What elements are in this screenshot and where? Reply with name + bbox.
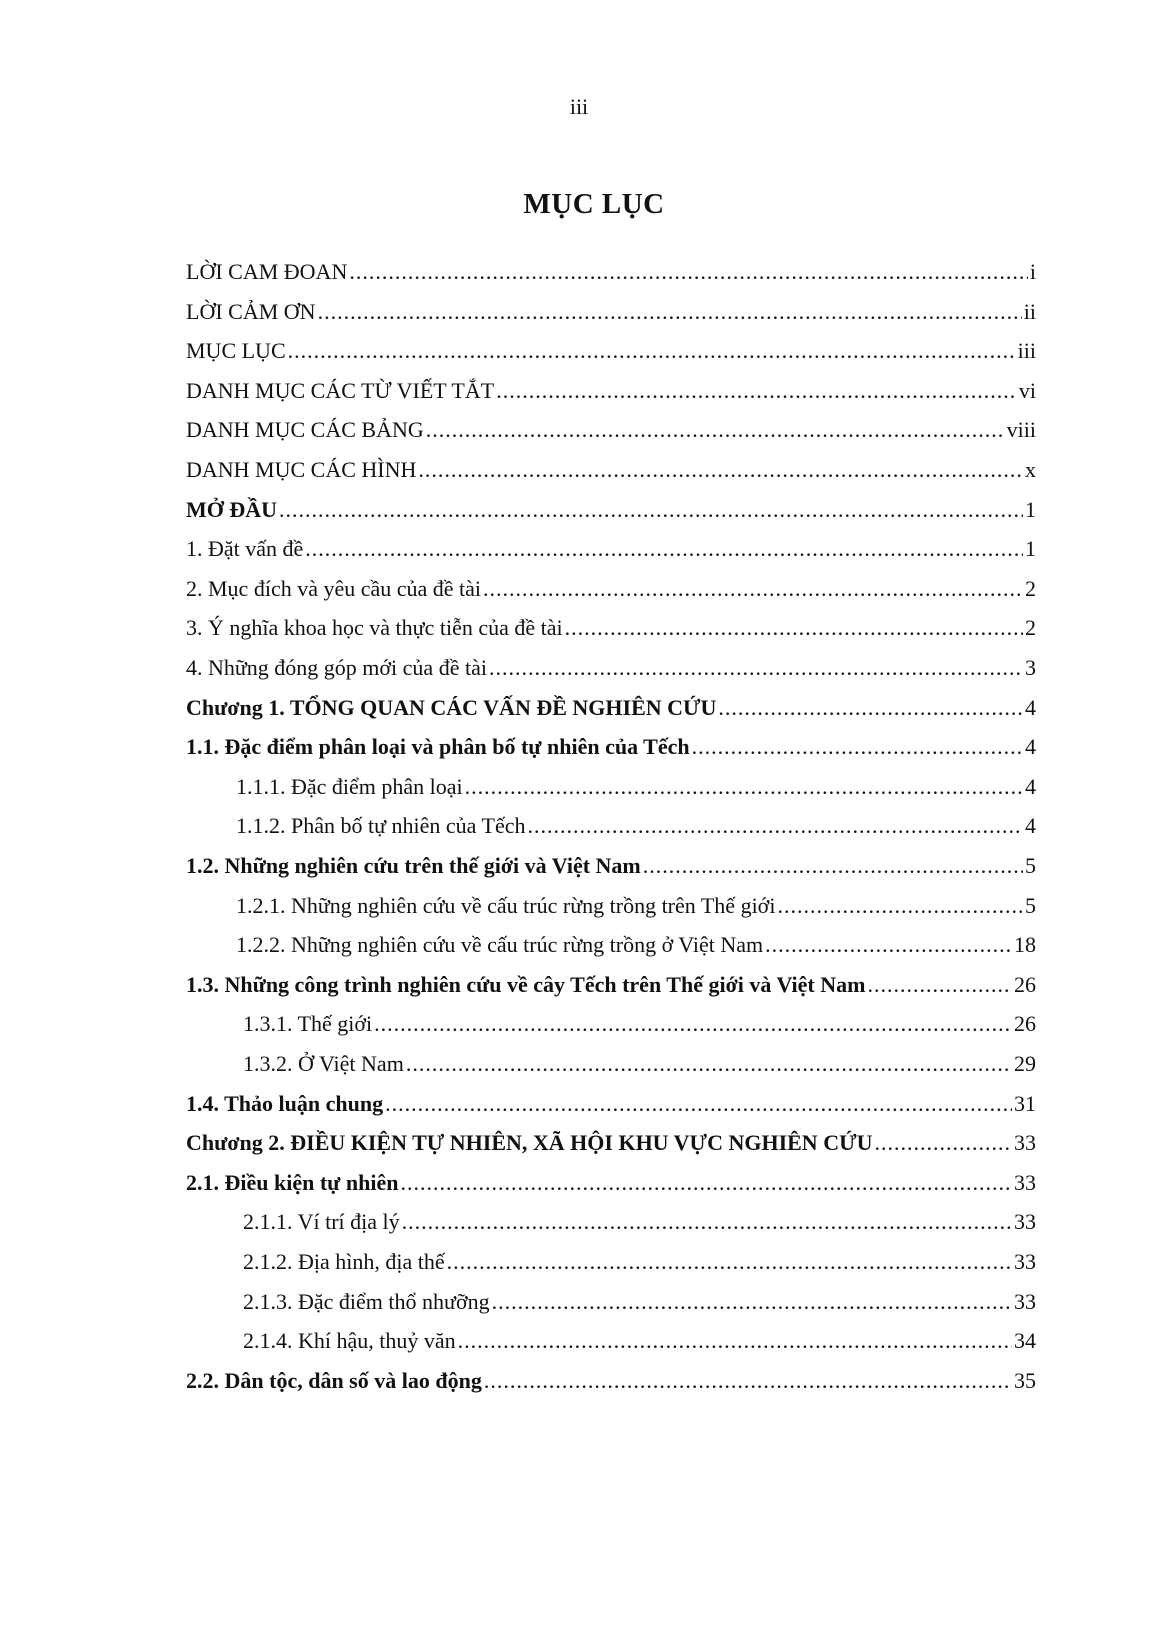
toc-entry-page-number: 4 [1025, 773, 1036, 799]
toc-entry[interactable] [186, 1163, 1036, 1203]
toc-dot-leader [528, 806, 1023, 846]
toc-dot-leader [565, 608, 1023, 648]
toc-entry-page-number: 2 [1025, 615, 1036, 641]
toc-entry-page-number: 29 [1014, 1051, 1036, 1076]
toc-dot-leader [496, 371, 1017, 411]
toc-entry-label: 4. Những đóng góp mới của đề tài [186, 655, 487, 680]
toc-entry[interactable] [236, 925, 1036, 965]
toc-entry-label: 2.1.1. Ví trí địa lý [243, 1209, 400, 1235]
toc-entry[interactable] [186, 331, 1036, 371]
toc-dot-leader [643, 846, 1023, 886]
toc-dot-leader [402, 1202, 1012, 1242]
toc-entry[interactable] [186, 648, 1036, 688]
toc-entry-label: 1.2.2. Những nghiên cứu về cấu trúc rừng trồng ở Việt Nam [236, 932, 764, 958]
toc-entry-page-number: x [1025, 457, 1036, 482]
toc-dot-leader [718, 688, 1023, 728]
toc-entry-label: 2.1.4. Khí hậu, thuỷ văn [243, 1328, 456, 1354]
toc-entry-label: Chương 1. TỔNG QUAN CÁC VẤN ĐỀ NGHIÊN CỨU [186, 694, 717, 720]
toc-entry[interactable] [186, 450, 1036, 490]
toc-dot-leader [777, 886, 1023, 926]
toc-entry[interactable] [186, 727, 1036, 767]
page-number: iii [569, 94, 589, 119]
toc-entry-label: LỜI CẢM ƠN [186, 298, 316, 324]
toc-entry-label: 1.1.2. Phân bố tự nhiên của Tếch [236, 813, 526, 839]
toc-entry-page-number: 3 [1025, 655, 1036, 680]
toc-entry-label: 1.3. Những công trình nghiên cứu về cây Tếch trên Thế giới và Việt Nam [186, 971, 866, 997]
toc-entry-label: 1.1. Đặc điểm phân loại và phân bố tự nhiên của Tếch [186, 734, 690, 760]
toc-entry-page-number: 33 [1014, 1209, 1036, 1235]
toc-dot-leader [406, 1044, 1012, 1084]
toc-dot-leader [867, 965, 1012, 1005]
toc-entry[interactable] [243, 1321, 1036, 1361]
toc-entry[interactable] [186, 569, 1036, 609]
toc-entry[interactable] [186, 1123, 1036, 1163]
toc-entry[interactable] [186, 1361, 1036, 1401]
toc-entry-page-number: ii [1023, 298, 1036, 324]
toc-entry-label: 1.2. Những nghiên cứu trên thế giới và Việt Nam [186, 853, 641, 878]
toc-dot-leader [874, 1123, 1012, 1163]
toc-entry-label: MỞ ĐẦU [186, 496, 278, 522]
toc-entry[interactable] [236, 886, 1036, 926]
toc-entry-page-number: iii [1017, 338, 1036, 364]
toc-entry[interactable] [243, 1044, 1036, 1084]
toc-entry-label: 1.4. Thảo luận chung [186, 1090, 384, 1116]
toc-entry[interactable] [243, 1202, 1036, 1242]
toc-entry[interactable] [236, 767, 1036, 807]
toc-entry-page-number: 34 [1014, 1328, 1036, 1354]
toc-entry[interactable] [186, 1084, 1036, 1124]
toc-entry-page-number: 31 [1014, 1090, 1036, 1116]
toc-entry-page-number: 4 [1025, 734, 1036, 760]
toc-dot-leader [483, 569, 1023, 609]
toc-dot-leader [484, 1361, 1012, 1401]
toc-entry-label: 2.1. Điều kiện tự nhiên [186, 1169, 399, 1195]
toc-entry-page-number: 4 [1025, 694, 1036, 720]
toc-entry[interactable] [186, 252, 1036, 292]
toc-entry-page-number: 33 [1014, 1249, 1036, 1274]
toc-entry-page-number: 5 [1025, 892, 1036, 918]
toc-entry[interactable] [186, 608, 1036, 648]
toc-entry[interactable] [186, 529, 1036, 569]
toc-entry[interactable] [236, 806, 1036, 846]
toc-entry-label: 2. Mục đích và yêu cầu của đề tài [186, 575, 482, 601]
toc-dot-leader [385, 1084, 1012, 1124]
toc-entry[interactable] [186, 410, 1036, 450]
toc-dot-leader [305, 529, 1023, 569]
toc-entry-page-number: 1 [1025, 496, 1036, 522]
toc-dot-leader [418, 450, 1023, 490]
toc-dot-leader [426, 410, 1005, 450]
toc-entry-label: 1.2.1. Những nghiên cứu về cấu trúc rừng trồng trên Thế giới [236, 892, 776, 918]
toc-dot-leader [349, 252, 1028, 292]
toc-entry-page-number: 18 [1014, 932, 1036, 958]
toc-entry-label: MỤC LỤC [186, 338, 286, 364]
toc-dot-leader [492, 1282, 1012, 1322]
toc-entry-page-number: vi [1018, 377, 1036, 403]
toc-entry-page-number: 26 [1014, 1011, 1036, 1037]
toc-entry[interactable] [243, 1242, 1036, 1282]
toc-entry-page-number: viii [1006, 417, 1036, 443]
toc-entry-label: 1. Đặt vấn đề [186, 536, 304, 562]
toc-entry-page-number: 2 [1025, 575, 1036, 601]
toc-dot-leader [288, 331, 1016, 371]
toc-dot-leader [279, 490, 1023, 530]
toc-entry-label: 1.1.1. Đặc điểm phân loại [236, 773, 463, 799]
toc-dot-leader [400, 1163, 1012, 1203]
toc-entry-page-number: 4 [1025, 813, 1036, 839]
toc-entry[interactable] [186, 371, 1036, 411]
toc-entry-label: 1.3.1. Thế giới [243, 1011, 373, 1037]
toc-dot-leader [465, 767, 1023, 807]
toc-entry-page-number: 33 [1014, 1288, 1036, 1314]
toc-entry-label: DANH MỤC CÁC HÌNH [186, 457, 417, 482]
toc-entry-label: DANH MỤC CÁC TỪ VIẾT TẮT [186, 377, 495, 403]
toc-dot-leader [318, 292, 1022, 332]
toc-dot-leader [458, 1321, 1012, 1361]
toc-entry-label: 3. Ý nghĩa khoa học và thực tiễn của đề tài [186, 615, 563, 641]
toc-entry-label: LỜI CAM ĐOAN [186, 259, 348, 284]
page-title: MỤC LỤC [523, 188, 665, 220]
toc-entry-label: 1.3.2. Ở Việt Nam [243, 1051, 404, 1076]
toc-entry[interactable] [186, 292, 1036, 332]
toc-dot-leader [765, 925, 1012, 965]
toc-entry-label: 2.1.2. Địa hình, địa thế [243, 1249, 445, 1274]
toc-entry-page-number: 33 [1014, 1130, 1036, 1156]
toc-entry[interactable] [243, 1004, 1036, 1044]
toc-dot-leader [692, 727, 1023, 767]
toc-entry[interactable] [186, 688, 1036, 728]
toc-entry[interactable] [186, 846, 1036, 886]
toc-entry[interactable] [243, 1282, 1036, 1322]
toc-entry-page-number: 26 [1014, 971, 1036, 997]
toc-entry-label: Chương 2. ĐIỀU KIỆN TỰ NHIÊN, XÃ HỘI KHU VỰC NGHIÊN CỨU [186, 1130, 873, 1156]
toc-entry-page-number: 33 [1014, 1169, 1036, 1195]
toc-entry-page-number: 35 [1014, 1367, 1036, 1393]
toc-entry-page-number: 1 [1025, 536, 1036, 562]
toc-dot-leader [447, 1242, 1012, 1282]
toc-dot-leader [374, 1004, 1012, 1044]
toc-entry-page-number: i [1029, 259, 1036, 284]
toc-entry-label: DANH MỤC CÁC BẢNG [186, 417, 424, 443]
toc-entry-label: 2.1.3. Đặc điểm thổ nhưỡng [243, 1288, 490, 1314]
toc-dot-leader [489, 648, 1023, 688]
toc-entry[interactable] [186, 965, 1036, 1005]
toc-entry-label: 2.2. Dân tộc, dân số và lao động [186, 1367, 482, 1393]
toc-entry-page-number: 5 [1025, 853, 1036, 878]
toc-entry[interactable] [186, 490, 1036, 530]
